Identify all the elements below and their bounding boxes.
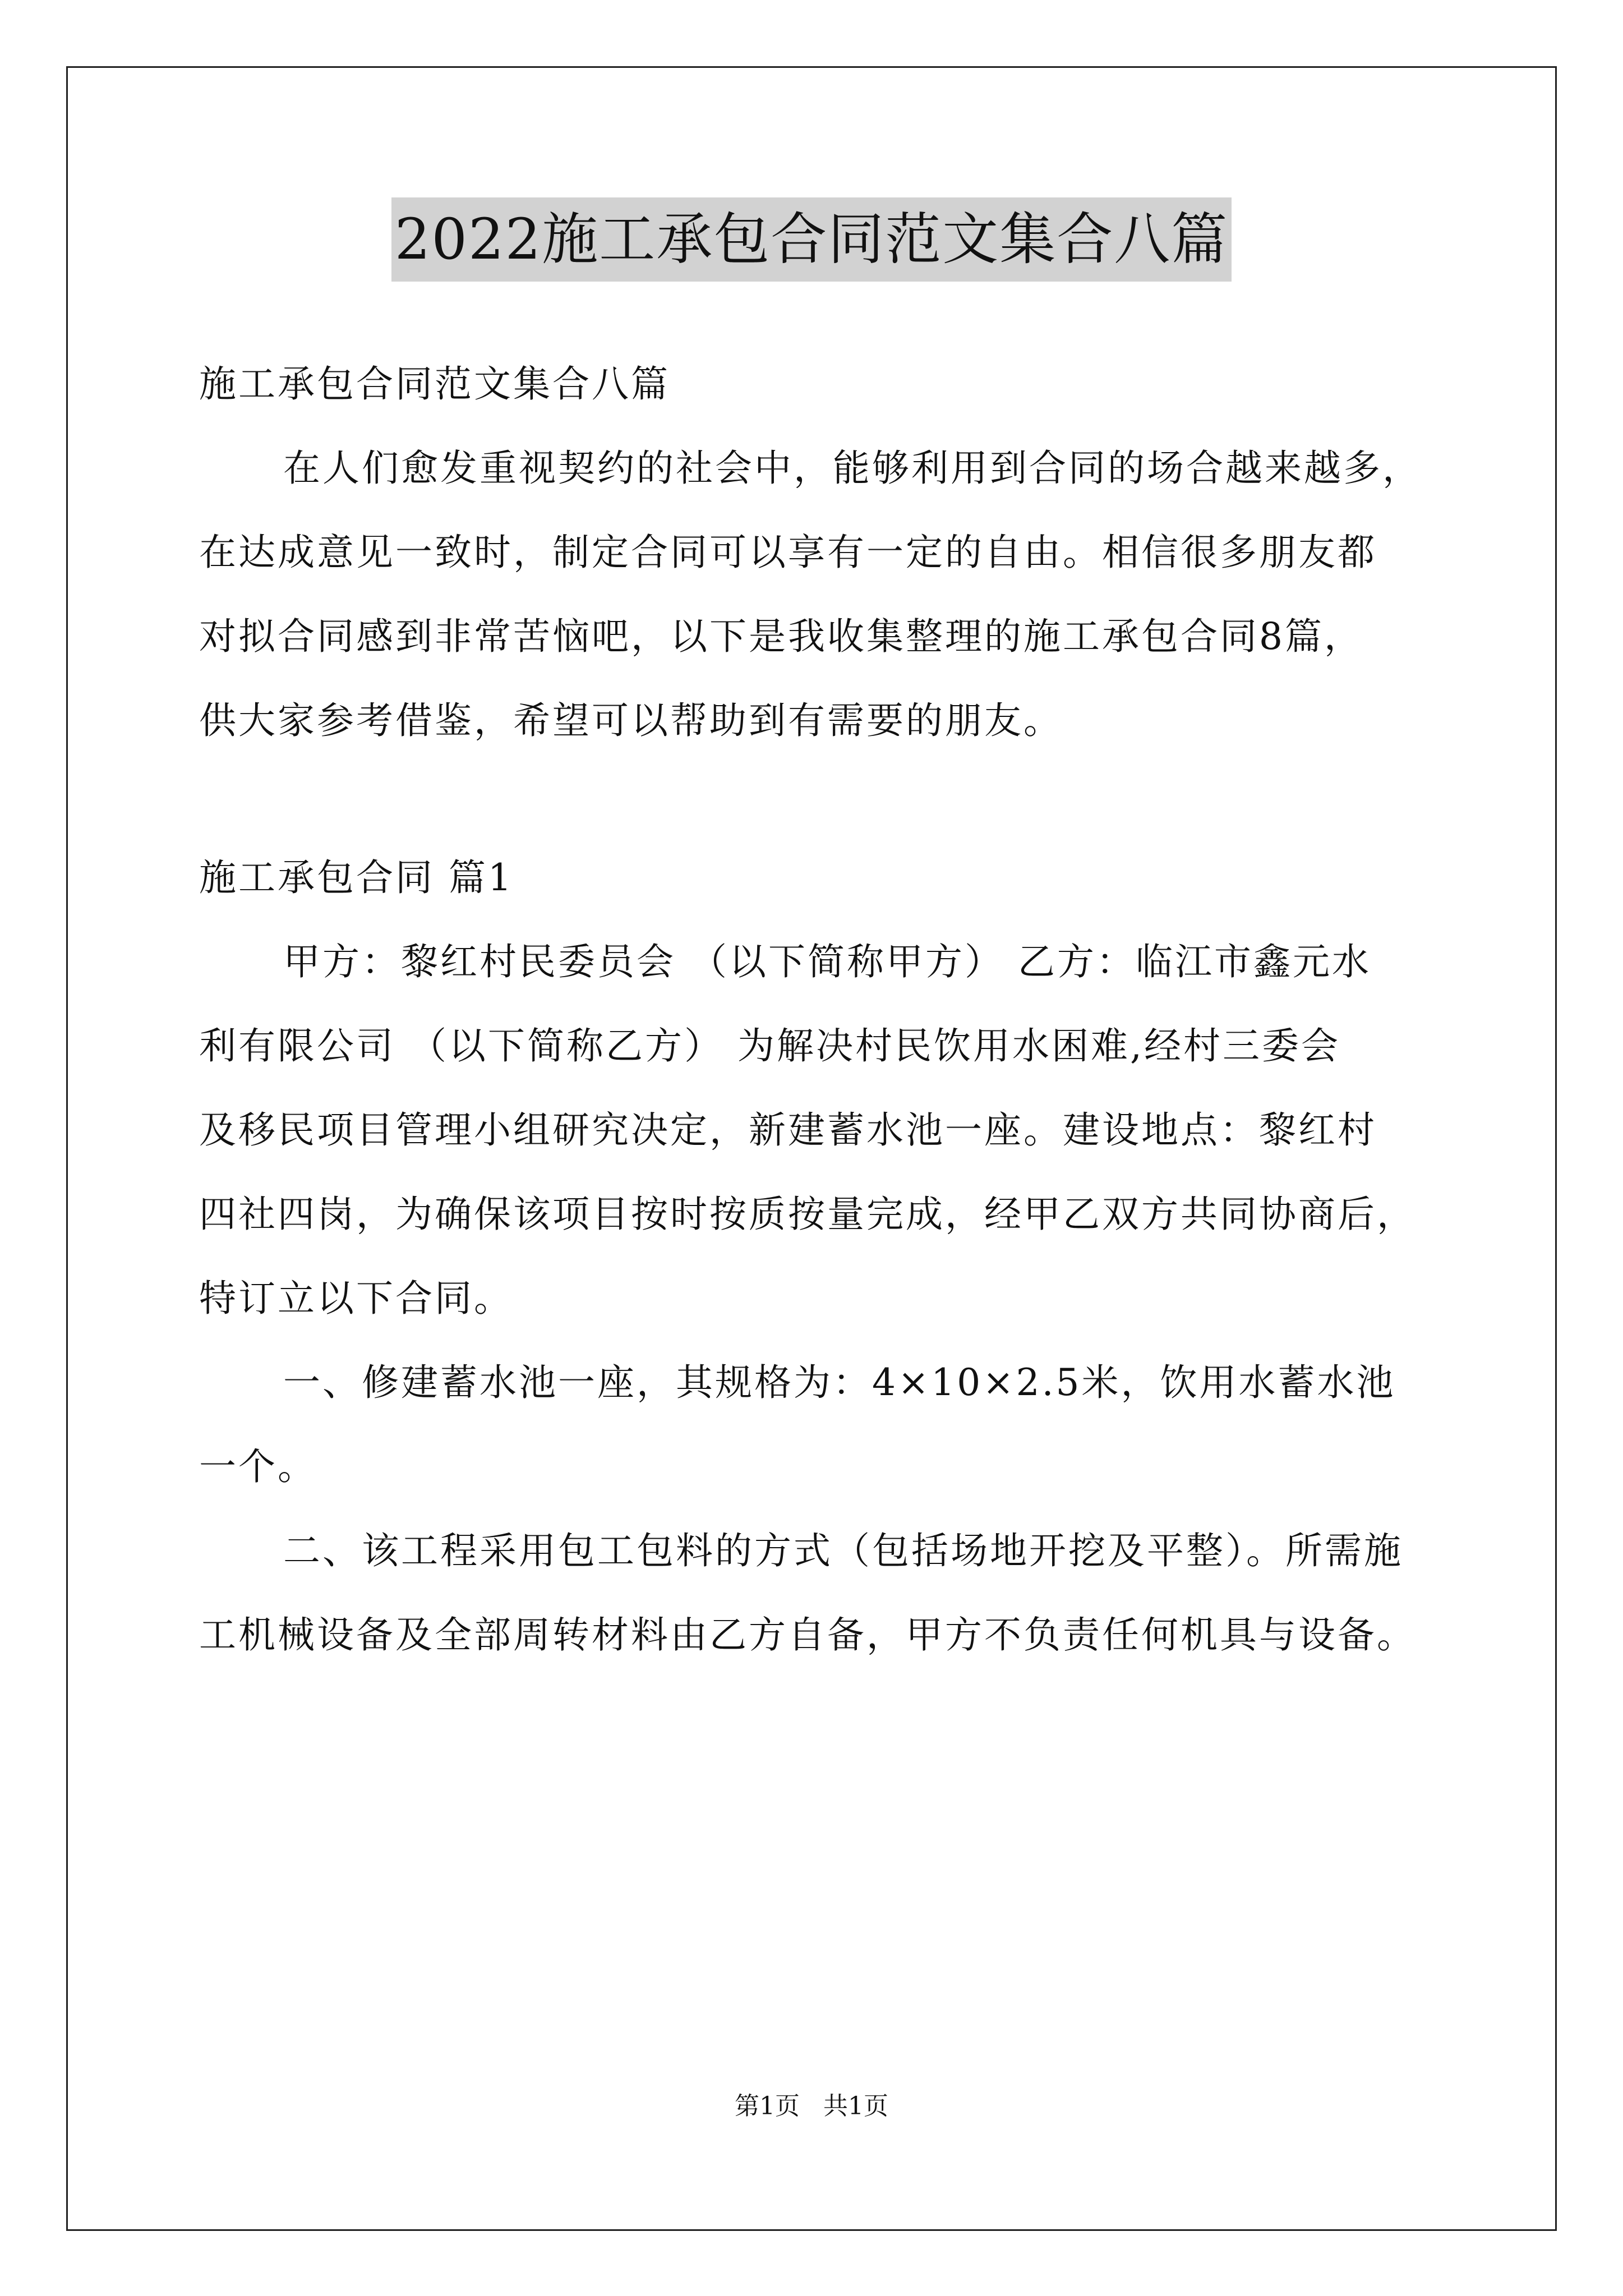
clause-one-paragraph (199, 1341, 1438, 1509)
paragraph-line: 及移民项目管理小组研究决定，新建蓄水池一座。建设地点：黎红村 (199, 1108, 1377, 1152)
document-title: 2022施工承包合同范文集合八篇 (391, 197, 1232, 282)
intro-line: 在人们愈发重视契约的社会中，能够利用到合同的场合越来越多， (283, 447, 1422, 490)
paragraph-line: 甲方：黎红村民委员会 （以下简称甲方） 乙方：临江市鑫元水 (283, 940, 1371, 983)
intro-line: 供大家参考借鉴，希望可以帮助到有需要的朋友。 (199, 699, 1063, 742)
paragraph-line: 工机械设备及全部周转材料由乙方自备，甲方不负责任何机具与设备。 (199, 1613, 1416, 1657)
intro-line: 对拟合同感到非常苦恼吧，以下是我收集整理的施工承包合同8篇， (199, 615, 1363, 658)
paragraph-line: 二、该工程采用包工包料的方式（包括场地开挖及平整）。所需施 (283, 1529, 1403, 1572)
paragraph-line: 特订立以下合同。 (199, 1277, 513, 1320)
intro-line: 在达成意见一致时，制定合同可以享有一定的自由。相信很多朋友都 (199, 531, 1377, 574)
paragraph-line: 四社四岗，为确保该项目按时按质按量完成，经甲乙双方共同协商后， (199, 1193, 1416, 1236)
page-footer: 第1页 共1页 (735, 2092, 888, 2120)
clause-two-paragraph (199, 1509, 1438, 1677)
paragraph-line: 利有限公司 （以下简称乙方） 为解决村民饮用水困难,经村三委会 (199, 1024, 1340, 1068)
paragraph-line: 一个。 (199, 1445, 317, 1488)
document-subtitle: 施工承包合同范文集合八篇 (199, 362, 670, 406)
parties-paragraph (199, 920, 1438, 1341)
intro-paragraph (199, 426, 1438, 763)
title-container (0, 197, 1623, 282)
section-heading: 施工承包合同 篇1 (199, 856, 514, 899)
document-body (199, 342, 1438, 1677)
paragraph-line: 一、修建蓄水池一座，其规格为：4×10×2.5米，饮用水蓄水池 (283, 1361, 1396, 1404)
section-spacer (199, 763, 1438, 836)
